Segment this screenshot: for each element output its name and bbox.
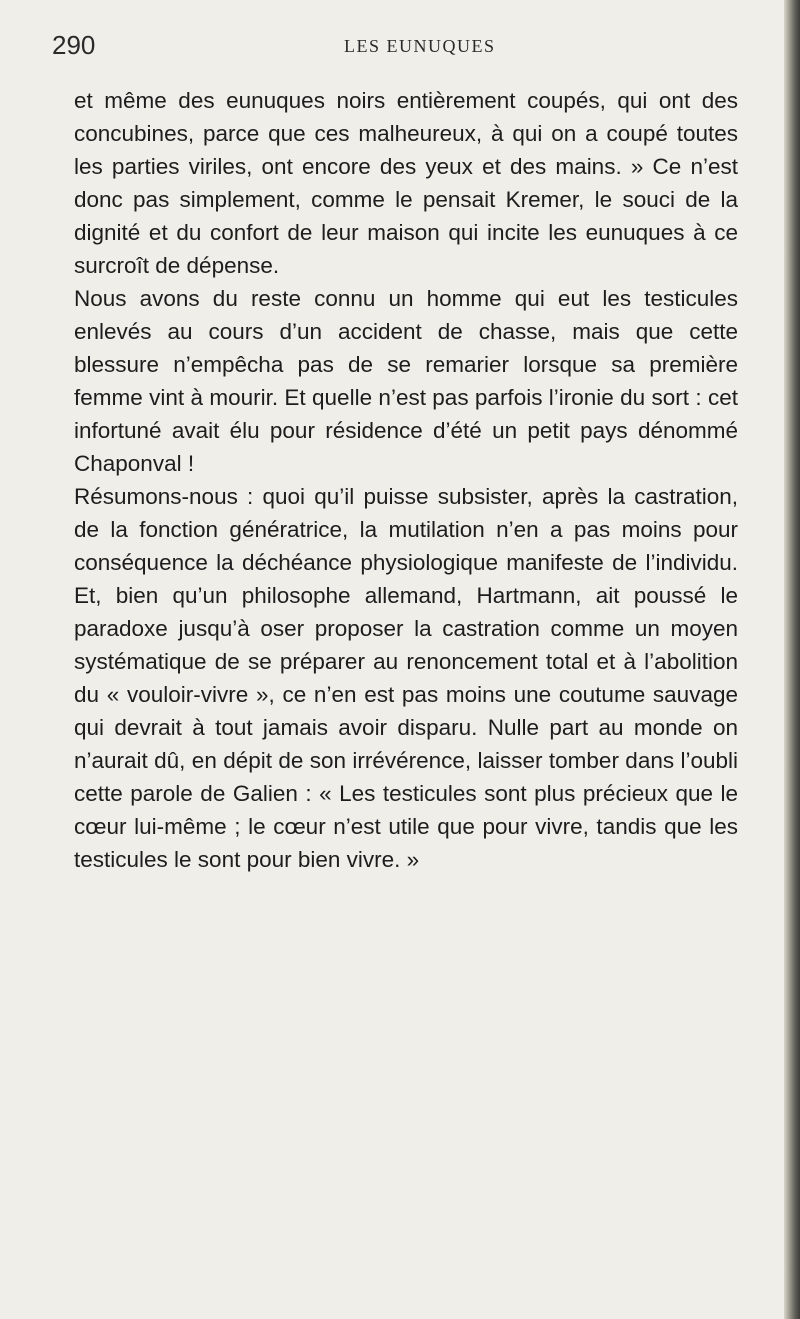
- body-text: [74, 84, 738, 876]
- page-edge-shadow: [784, 0, 800, 1319]
- running-head: LES EUNUQUES: [344, 36, 496, 56]
- page-number: 290: [52, 30, 96, 60]
- paragraph-2: Nous avons du reste connu un homme qui eut les testicules enlevés au cours d’un accident de chasse, mais que cette blessure n’empêcha pas de se remarier lorsque sa première femme vint à mourir. Et quelle n’est pas parfois l’ironie du sort : cet infortuné avait élu pour résidence d’été un petit pays dénommé Chaponval !: [74, 286, 738, 476]
- paragraph-3: Résumons-nous : quoi qu’il puisse subsister, après la castration, de la fonction génératrice, la mutilation n’en a pas moins pour conséquence la déchéance physiologique manifeste de l’individu. Et, bien qu’un philosophe allemand, Hartmann, ait poussé le paradoxe jusqu’à oser proposer la castration comme un moyen systématique de se préparer au renoncement total et à l’abolition du « vouloir-vivre », ce n’en est pas moins une coutume sauvage qui devrait à tout jamais avoir disparu. Nulle part au monde on n’aurait dû, en dépit de son irrévérence, laisser tomber dans l’oubli cette parole de Galien : « Les testicules sont plus précieux que le cœur lui-même ; le cœur n’est utile que pour vivre, tandis que les testicules le sont pour bien vivre. »: [74, 484, 738, 872]
- paragraph-1: et même des eunuques noirs entièrement coupés, qui ont des concubines, parce que ces malheureux, à qui on a coupé toutes les parties viriles, ont encore des yeux et des mains. » Ce n’est donc pas simplement, comme le pensait Kremer, le souci de la dignité et du confort de leur maison qui incite les eunuques à ce surcroît de dépense.: [74, 88, 738, 278]
